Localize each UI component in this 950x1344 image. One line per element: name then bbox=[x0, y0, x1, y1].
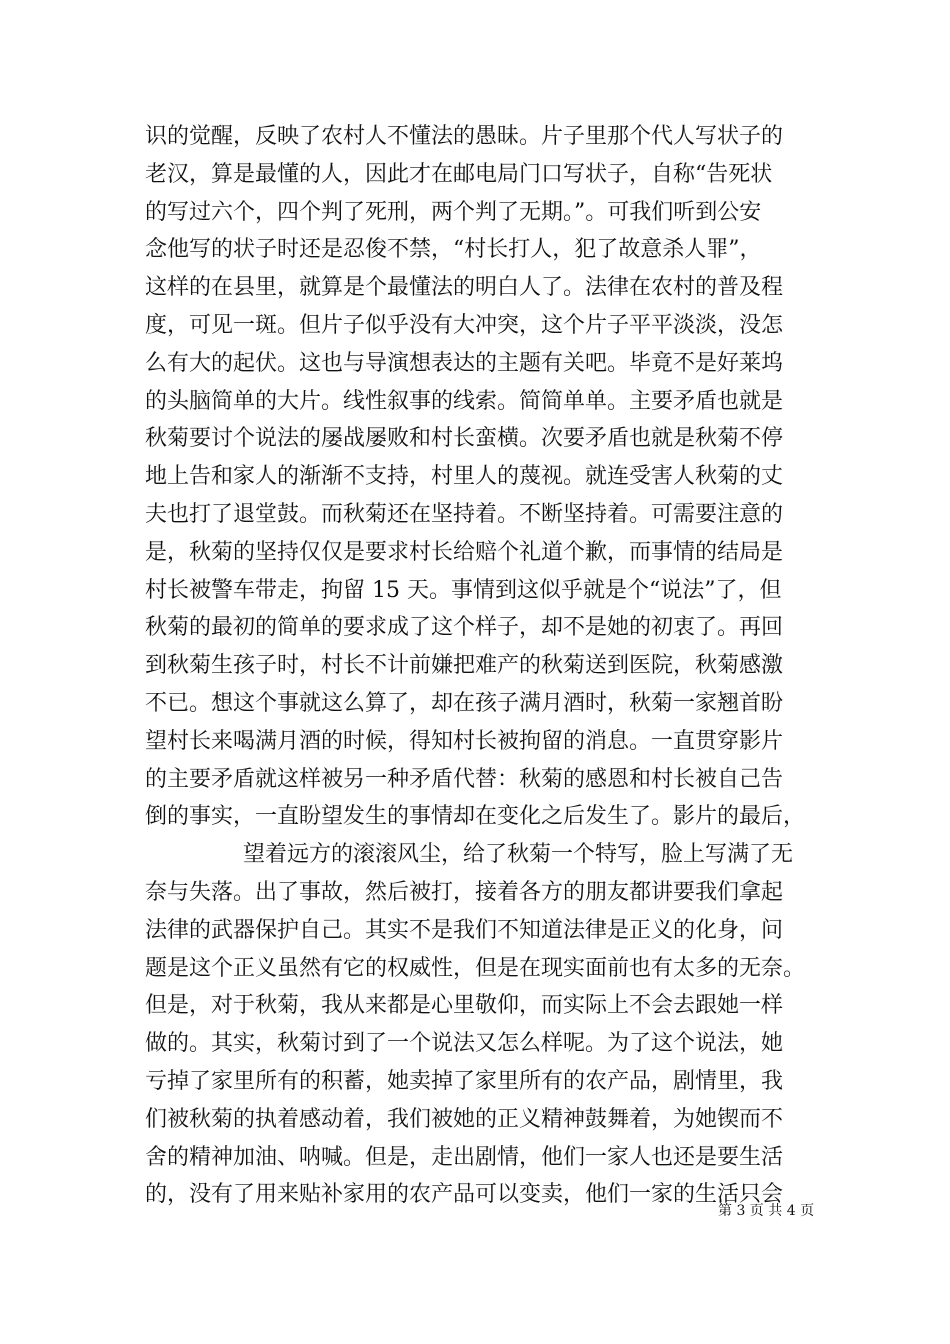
text-line: 的，没有了用来贴补家用的农产品可以变卖，他们一家的生活只会 bbox=[145, 1182, 784, 1208]
text-line: 亏掉了家里所有的积蓄，她卖掉了家里所有的农产品，剧情里，我 bbox=[145, 1068, 784, 1094]
text-line: 奈与失落。出了事故，然后被打，接着各方的朋友都讲要我们拿起 bbox=[145, 879, 784, 905]
text-line: 么有大的起伏。这也与导演想表达的主题有关吧。毕竟不是好莱坞 bbox=[145, 350, 784, 376]
text-line: 倒的事实，一直盼望发生的事情却在变化之后发生了。影片的最后， bbox=[145, 804, 806, 830]
text-line: 念他写的状子时还是忍俊不禁，“村长打人，犯了故意杀人罪”， bbox=[145, 237, 762, 263]
text-line: 的头脑简单的大片。线性叙事的线索。简简单单。主要矛盾也就是 bbox=[145, 388, 784, 414]
text-line: 这样的在县里，就算是个最懂法的明白人了。法律在农村的普及程 bbox=[145, 275, 784, 301]
text-line-indented: 望着远方的滚滚风尘，给了秋菊一个特写，脸上写满了无 bbox=[243, 842, 794, 868]
text-line: 的写过六个，四个判了死刑，两个判了无期。”。可我们听到公安 bbox=[145, 199, 762, 225]
text-line: 秋菊的最初的简单的要求成了这个样子，却不是她的初衷了。再回 bbox=[145, 615, 784, 641]
text-line: 村长被警车带走，拘留 15 天。事情到这似乎就是个“说法”了，但 bbox=[145, 577, 782, 603]
text-line: 到秋菊生孩子时，村长不计前嫌把难产的秋菊送到医院，秋菊感激 bbox=[145, 653, 784, 679]
text-line: 度，可见一斑。但片子似乎没有大冲突，这个片子平平淡淡，没怎 bbox=[145, 312, 784, 338]
page-number-footer: 第 3 页 共 4 页 bbox=[718, 1203, 815, 1219]
text-line: 们被秋菊的执着感动着，我们被她的正义精神鼓舞着，为她锲而不 bbox=[145, 1106, 784, 1132]
text-line: 夫也打了退堂鼓。而秋菊还在坚持着。不断坚持着。可需要注意的 bbox=[145, 501, 784, 527]
text-line: 的主要矛盾就这样被另一种矛盾代替：秋菊的感恩和村长被自己告 bbox=[145, 766, 784, 792]
text-line: 地上告和家人的渐渐不支持，村里人的蔑视。就连受害人秋菊的丈 bbox=[145, 464, 784, 490]
text-line: 识的觉醒，反映了农村人不懂法的愚昧。片子里那个代人写状子的 bbox=[145, 124, 784, 149]
body-text bbox=[145, 118, 810, 1214]
text-line: 舍的精神加油、呐喊。但是，走出剧情，他们一家人也还是要生活 bbox=[145, 1144, 784, 1170]
text-line: 老汉，算是最懂的人，因此才在邮电局门口写状子，自称“告死状 bbox=[145, 161, 773, 187]
text-line: 不已。想这个事就这么算了，却在孩子满月酒时，秋菊一家翘首盼 bbox=[145, 690, 784, 716]
text-line: 是，秋菊的坚持仅仅是要求村长给赔个礼道个歉，而事情的结局是 bbox=[145, 539, 784, 565]
text-line: 秋菊要讨个说法的屡战屡败和村长蛮横。次要矛盾也就是秋菊不停 bbox=[145, 426, 784, 452]
text-line: 题是这个正义虽然有它的权威性，但是在现实面前也有太多的无奈。 bbox=[145, 955, 806, 981]
text-line: 法律的武器保护自己。其实不是我们不知道法律是正义的化身，问 bbox=[145, 917, 784, 943]
text-line: 做的。其实，秋菊讨到了一个说法又怎么样呢。为了这个说法，她 bbox=[145, 1031, 784, 1057]
text-line: 但是，对于秋菊，我从来都是心里敬仰，而实际上不会去跟她一样 bbox=[145, 993, 784, 1019]
text-line: 望村长来喝满月酒的时候，得知村长被拘留的消息。一直贯穿影片 bbox=[145, 728, 784, 754]
